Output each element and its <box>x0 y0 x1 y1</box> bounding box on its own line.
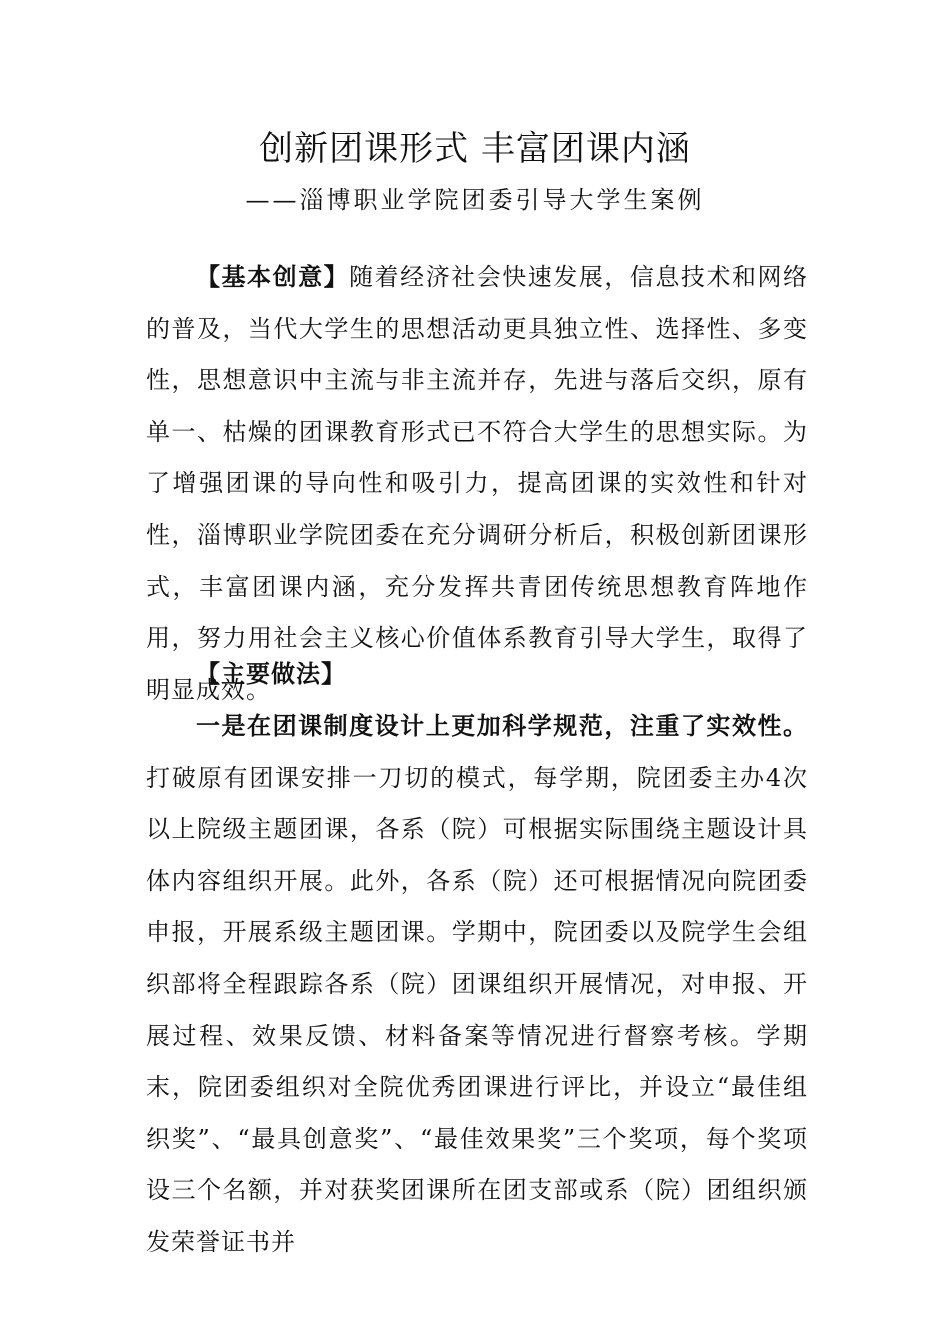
point-one-text: 打破原有团课安排一刀切的模式，每学期，院团委主办4次以上院级主题团课，各系（院）可根据实际围绕主题设计具体内容组织开展。此外，各系（院）还可根据情况向院团委申报，开展系级主题团课。学期中，院团委以及院学生会组织部将全程跟踪各系（院）团课组织开展情况，对申报、开展过程、效果反馈、材料备案等情况进行督察考核。学期末，院团委组织对全院优秀团课进行评比，并设立“最佳组织奖”、“最具创意奖”、“最佳效果奖”三个奖项，每个奖项设三个名额，并对获奖团课所在团支部或系（院）团组织颁发荣誉证书并 <box>146 763 808 1256</box>
basic-idea-label: 【基本创意】 <box>196 263 350 291</box>
basic-idea-paragraph <box>146 252 808 716</box>
main-practice-heading: 【主要做法】 <box>196 660 346 688</box>
basic-idea-text: 随着经济社会快速发展，信息技术和网络的普及，当代大学生的思想活动更具独立性、选择性、多变性，思想意识中主流与非主流并存，先进与落后交织，原有单一、枯燥的团课教育形式已不符合大学生的思想实际。为了增强团课的导向性和吸引力，提高团课的实效性和针对性，淄博职业学院团委在充分调研分析后，积极创新团课形式，丰富团课内涵，充分发挥共青团传统思想教育阵地作用，努力用社会主义核心价值体系教育引导大学生，取得了明显成效。 <box>146 263 809 704</box>
point-one-paragraph <box>146 701 808 1269</box>
point-one-heading: 一是在团课制度设计上更加科学规范，注重了实效性。 <box>196 712 808 740</box>
document-subtitle: ——淄博职业学院团委引导大学生案例 <box>245 186 705 214</box>
document-title: 创新团课形式 丰富团课内涵 <box>259 129 691 169</box>
